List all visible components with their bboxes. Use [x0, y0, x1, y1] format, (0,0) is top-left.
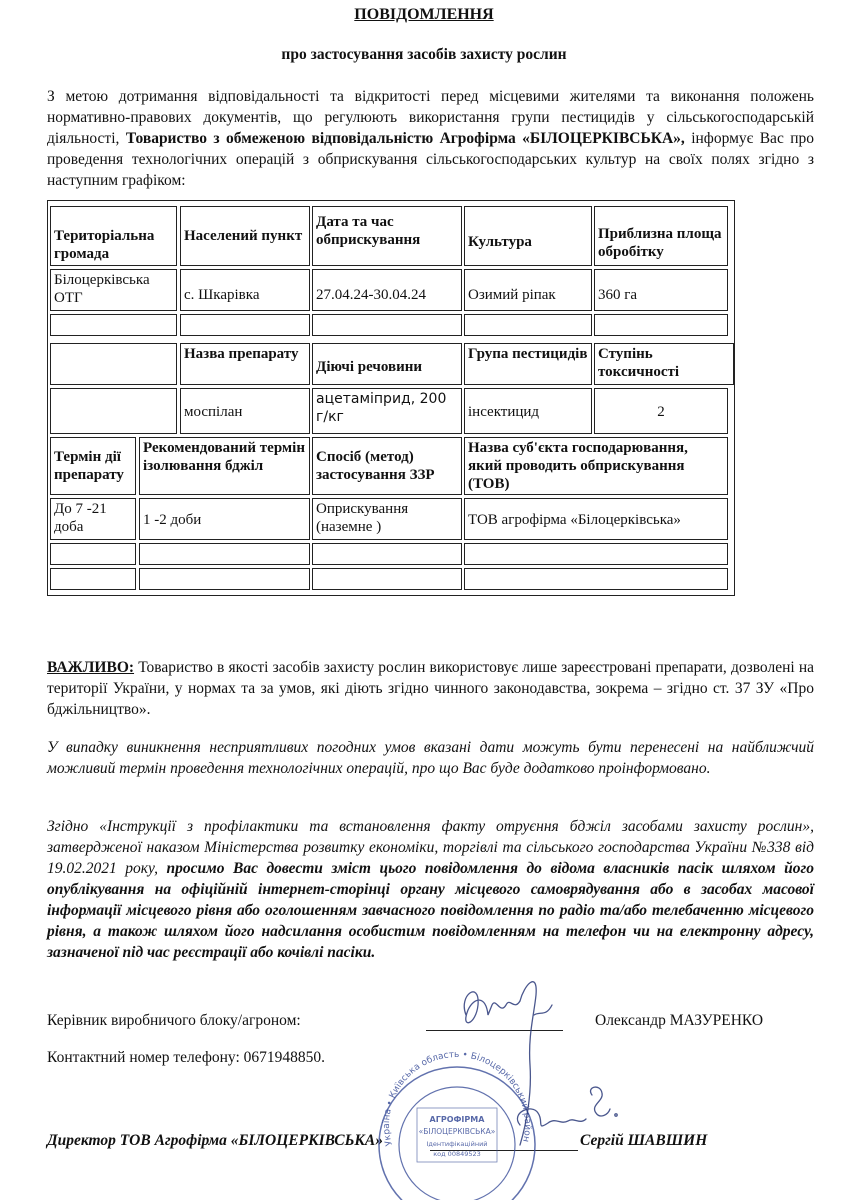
intro-text-2: інформує Вас про проведення технологічних операцій з обприскування сільськогосподарських культур на своїх полях згідно з наступним графіком: — [47, 130, 815, 189]
empty-cell — [594, 314, 728, 336]
empty-cell — [312, 543, 462, 565]
header-territorial-community: Територіальна громада — [50, 206, 177, 266]
contact-phone: Контактний номер телефону: 0671948850. — [47, 1049, 326, 1066]
header-date-time: Дата та час обприскування — [312, 206, 462, 266]
important-label: ВАЖЛИВО: — [47, 659, 135, 676]
empty-cell — [50, 543, 136, 565]
stamp-line-4: код 00849523 — [433, 1150, 481, 1158]
value-operator: ТОВ агрофірма «Білоцерківська» — [464, 498, 728, 540]
empty-cell — [50, 314, 177, 336]
empty-cell — [180, 314, 310, 336]
value-bee-isolation: 1 -2 доби — [139, 498, 310, 540]
important-notice — [47, 657, 814, 720]
empty-cell — [464, 314, 592, 336]
instruction-request: просимо Вас довести зміст цього повідомлення до відома власників пасік шляхом його опублікування на офіційній інтернет-сторінці органу місцевого самоврядування або в засобах масової інформації місцевого рівня або оголошенням завчасного повідомлення по радіо та/або телебаченню місцевого рівня, а також шляхом його надсилання особистим повідомленням на телефон чи на електронну адресу, зазначеної під час реєстрації або кочівлі пасіки. — [47, 860, 815, 961]
weather-note: У випадку виникнення несприятливих погодних умов вказані дати можуть бути перенесені на найближчий можливий термін проведення технологічних операцій, про що Вас буде додатково проінформовано. — [47, 739, 814, 777]
document-title: ПОВІДОМЛЕННЯ — [354, 6, 494, 23]
stamp-line-2: «БІЛОЦЕРКІВСЬКА» — [418, 1127, 496, 1136]
schedule-table — [47, 200, 735, 596]
value-pesticide-group: інсектицид — [464, 388, 592, 434]
intro-paragraph — [47, 86, 814, 191]
header-active-substance: Діючі речовини — [312, 343, 462, 385]
value-settlement: с. Шкарівка — [180, 269, 310, 311]
stamp-line-1: АГРОФІРМА — [429, 1115, 485, 1124]
empty-cell — [312, 568, 462, 590]
head-label: Керівник виробничого блоку/агроном: — [47, 1012, 301, 1029]
important-text: Товариство в якості засобів захисту рослин використовує лише зареєстровані препарати, дозволені на території України, у нормах та за умов, які діють згідно чинного законодавства, зокрема – згідно ст. 37 ЗУ «Про бджільництво». — [47, 659, 814, 718]
empty-cell — [50, 568, 136, 590]
document-subtitle: про застосування засобів захисту рослин — [281, 46, 567, 63]
header-bee-isolation: Рекомендований термін ізолювання бджіл — [139, 437, 310, 495]
head-name: Олександр МАЗУРЕНКО — [595, 1012, 764, 1029]
value-area: 360 га — [594, 269, 728, 311]
header-toxicity: Ступінь токсичності — [594, 343, 734, 385]
header-area: Приблизна площа обробітку — [594, 206, 728, 266]
empty-cell — [50, 343, 177, 385]
empty-cell — [464, 568, 728, 590]
value-product-name: моспілан — [180, 388, 310, 434]
header-pesticide-group: Група пестицидів — [464, 343, 592, 385]
empty-cell — [312, 314, 462, 336]
header-product-name: Назва препарату — [180, 343, 310, 385]
value-method: Оприскування (наземне ) — [312, 498, 462, 540]
director-name: Сергій ШАВШИН — [580, 1132, 708, 1149]
empty-cell — [139, 543, 310, 565]
handwritten-signatures — [440, 975, 630, 1155]
intro-text-1: З метою дотримання відповідальності та відкритості перед місцевими жителями та виконання положень нормативно-правових документів, що регулюють використання групи пестицидів у сільськогосподарській діяльності, — [47, 88, 814, 147]
header-crop: Культура — [464, 206, 592, 266]
company-name: Товариство з обмеженою відповідальністю Агрофірма «БІЛОЦЕРКІВСЬКА», — [125, 130, 685, 147]
empty-cell — [139, 568, 310, 590]
instruction-text: Згідно «Інструкції з профілактики та встановлення факту отруєння бджіл засобами захисту рослин», затвердженої наказом Міністерства розвитку економіки, торгівлі та сільського господарства України №338 від 19.02.2021 року, — [47, 818, 814, 877]
stamp-outer-text: Україна • Київська область • Білоцерківський район — [381, 1050, 533, 1147]
stamp-line-3: Ідентифікаційний — [426, 1140, 488, 1148]
value-duration: До 7 -21 доба — [50, 498, 136, 540]
header-operator: Назва суб'єкта господарювання, який проводить обприскування (ТОВ) — [464, 437, 728, 495]
header-method: Спосіб (метод) застосування ЗЗР — [312, 437, 462, 495]
value-crop: Озимий ріпак — [464, 269, 592, 311]
empty-cell — [50, 388, 177, 434]
director-label: Директор ТОВ Агрофірма «БІЛОЦЕРКІВСЬКА» — [47, 1132, 384, 1149]
value-date-time: 27.04.24-30.04.24 — [312, 269, 462, 311]
empty-cell — [464, 543, 728, 565]
instruction-paragraph — [47, 816, 814, 963]
value-territorial-community: Білоцерківська ОТГ — [50, 269, 177, 311]
value-active-substance: ацетаміприд, 200 г/кг — [312, 388, 462, 434]
header-settlement: Населений пункт — [180, 206, 310, 266]
value-toxicity: 2 — [594, 388, 728, 434]
header-duration: Термін дії препарату — [50, 437, 136, 495]
